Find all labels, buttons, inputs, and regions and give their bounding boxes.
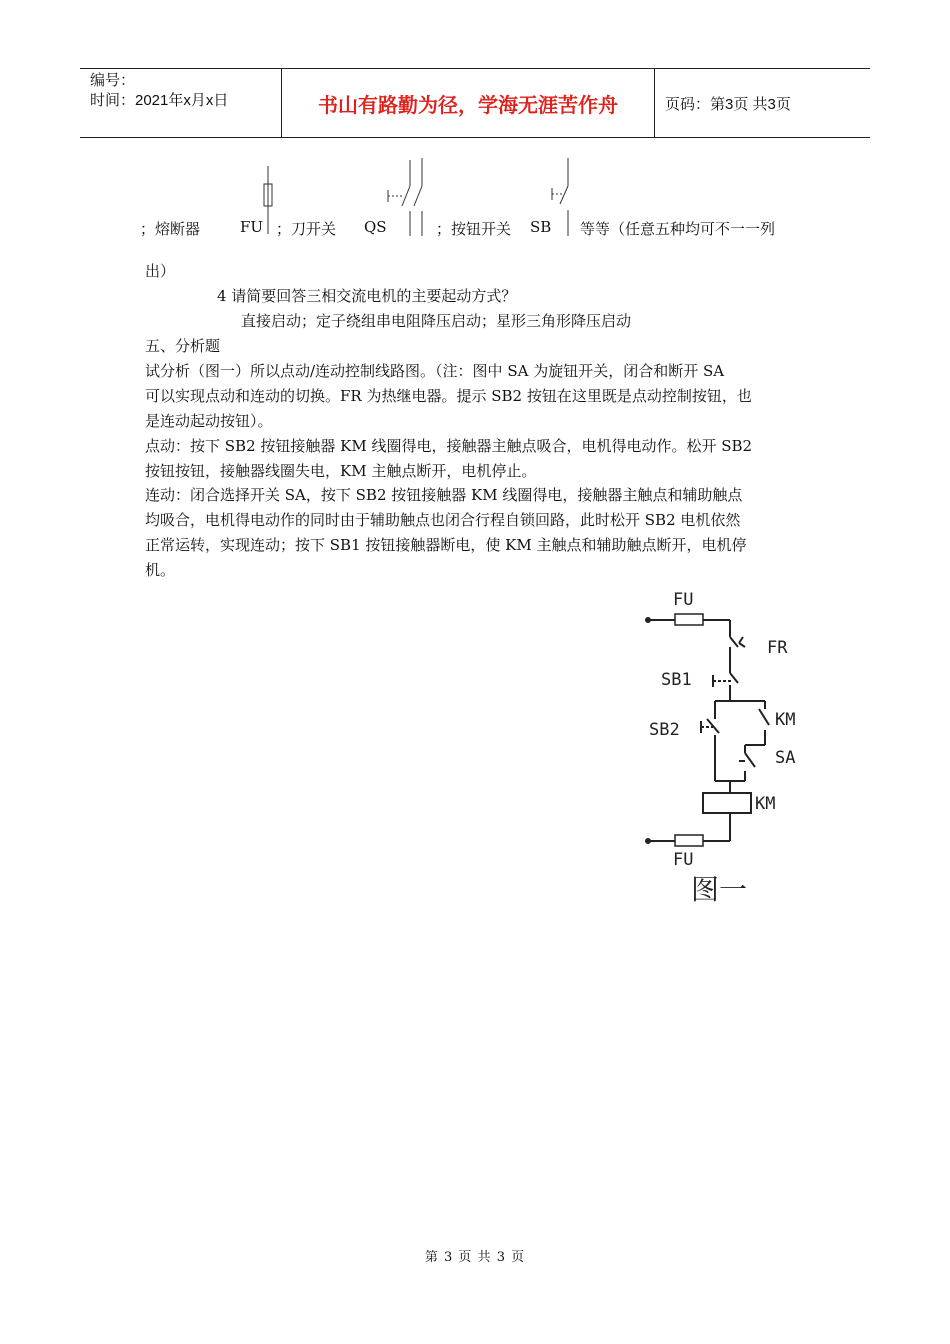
sym-text-1: ；熔断器 bbox=[140, 220, 201, 238]
label-fr: FR bbox=[767, 638, 788, 658]
paragraph-3-line-4: 机。 bbox=[145, 561, 176, 579]
push-button-icon bbox=[552, 158, 568, 236]
sym-qs: QS bbox=[364, 218, 387, 236]
symbols-line bbox=[140, 156, 820, 240]
sym-text-2: ；刀开关 bbox=[276, 220, 337, 238]
fuse-icon bbox=[264, 166, 272, 234]
sym-text-4: 等等（任意五种均可不一一列 bbox=[580, 220, 776, 238]
label-sa: SA bbox=[775, 748, 796, 768]
date: 时间：2021年x月x日 bbox=[90, 92, 229, 109]
circuit-drawing bbox=[635, 585, 815, 905]
bottom-terminal-icon bbox=[645, 838, 651, 844]
paragraph-3-line-2: 均吸合，电机得电动作的同时由于辅助触点也闭合行程自锁回路，此时松开 SB2 电机依然 bbox=[145, 511, 741, 529]
label-km-coil: KM bbox=[755, 794, 776, 814]
knife-switch-icon bbox=[388, 158, 422, 236]
paragraph-1-line-1: 试分析（图一）所以点动/连动控制线路图。（注：图中 SA 为旋钮开关，闭合和断开 SA bbox=[145, 362, 725, 380]
label-km-contact: KM bbox=[775, 710, 796, 730]
paragraph-2-line-2: 按钮按钮，接触器线圈失电，KM 主触点断开，电机停止。 bbox=[145, 462, 537, 480]
label-sb1: SB1 bbox=[661, 670, 692, 690]
circuit-diagram bbox=[635, 585, 815, 905]
section-heading: 五、分析题 bbox=[145, 337, 221, 355]
figure-caption: 图一 bbox=[691, 873, 748, 905]
sym-sb: SB bbox=[530, 218, 552, 236]
top-terminal-icon bbox=[645, 617, 651, 623]
header-motto: 书山有路勤为径，学海无涯苦作舟 bbox=[282, 69, 655, 137]
paragraph-3-line-3: 正常运转，实现连动；按下 SB1 按钮接触器断电，使 KM 主触点和辅助触点断开，电机停 bbox=[145, 536, 747, 554]
paragraph-3-line-1: 连动：闭合选择开关 SA，按下 SB2 按钮接触器 KM 线圈得电，接触器主触点和辅助触点 bbox=[145, 486, 743, 504]
header-page-number: 页码：第3页 共3页 bbox=[665, 95, 791, 113]
continuation-text: 出） bbox=[145, 262, 176, 280]
label-sb2: SB2 bbox=[649, 720, 680, 740]
sym-fu: FU bbox=[240, 218, 264, 236]
paragraph-1-line-2: 可以实现点动和连动的切换。FR 为热继电器。提示 SB2 按钮在这里既是点动控制按钮，也 bbox=[145, 387, 752, 405]
question-4: 4 请简要回答三相交流电机的主要起动方式？ bbox=[217, 287, 517, 305]
paragraph-2-line-1: 点动：按下 SB2 按钮接触器 KM 线圈得电，接触器主触点吸合，电机得电动作。松开 SB2 bbox=[145, 437, 753, 455]
header-meta bbox=[80, 69, 282, 137]
page-footer: 第 3 页 共 3 页 bbox=[424, 1250, 526, 1265]
sym-text-3: ；按钮开关 bbox=[436, 220, 512, 238]
page-header bbox=[80, 68, 870, 138]
answer-4: 直接启动；定子绕组串电阻降压启动；星形三角形降压启动 bbox=[241, 312, 632, 330]
paragraph-1-line-3: 是连动起动按钮）。 bbox=[145, 412, 273, 430]
label-fu-top: FU bbox=[673, 590, 694, 610]
serial-number: 编号： bbox=[90, 72, 136, 89]
label-fu-bottom: FU bbox=[673, 850, 694, 870]
